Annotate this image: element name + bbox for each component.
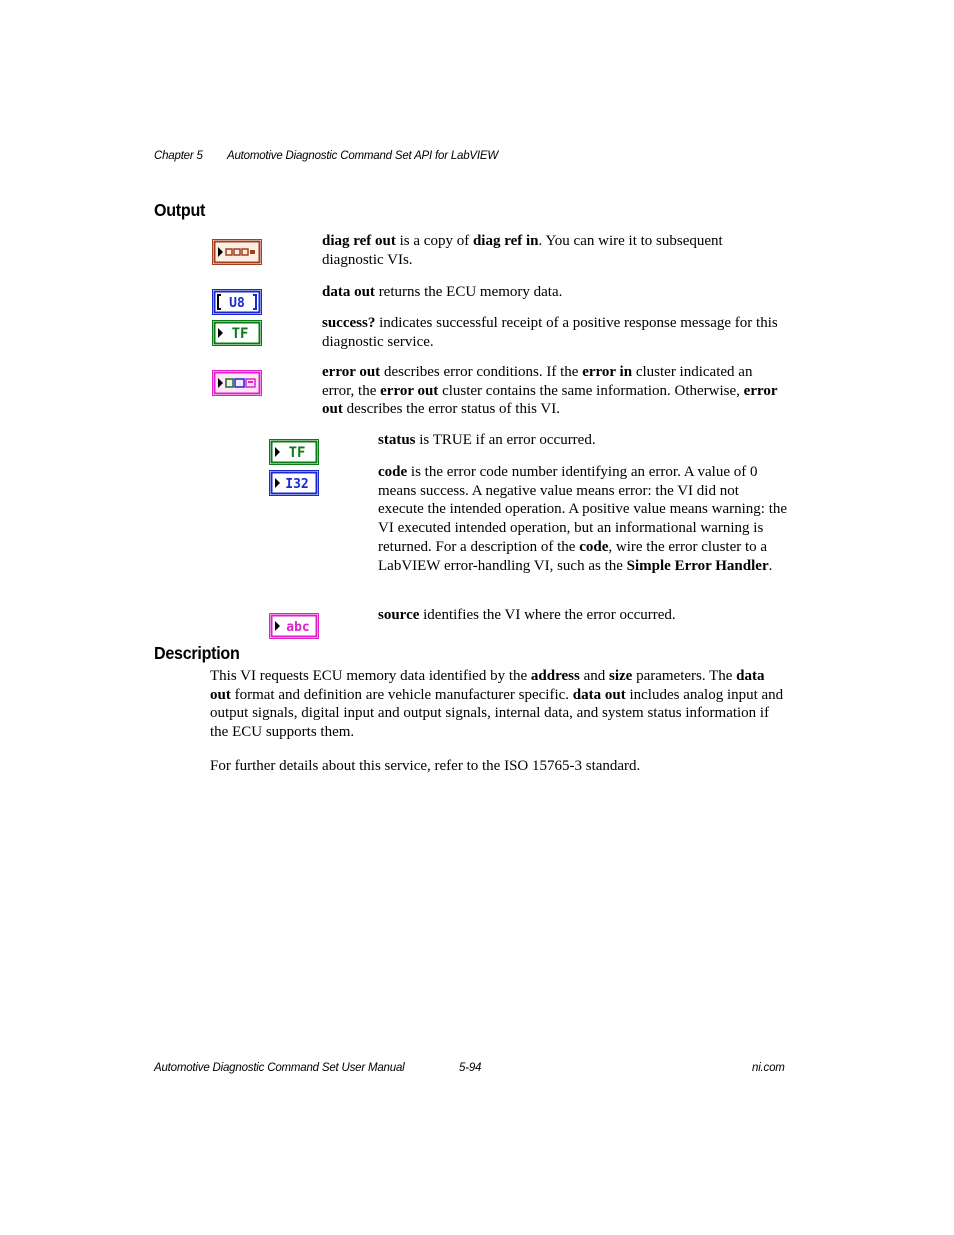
footer-site-link: ni.com xyxy=(752,1062,785,1074)
status-boolean-icon xyxy=(269,439,319,465)
tf-label: TF xyxy=(288,445,306,461)
i32-label: I32 xyxy=(285,477,309,492)
i32-numeric-icon xyxy=(269,470,319,496)
abc-label: abc xyxy=(286,620,310,635)
term-code: code xyxy=(378,464,408,480)
tf-label: TF xyxy=(231,326,249,342)
error-out-description: error out describes error conditions. If the error in cluster indicated an error, the error out cluster contains the same information. Otherwise, error out describes the error status of this VI. xyxy=(322,364,778,418)
description-paragraph-1: This VI requests ECU memory data identified by the address and size parameters. The data out format and definition are vehicle manufacturer specific. data out includes analog input and output signals, digital input and output signals, internal data, and system status information if the ECU supports them. xyxy=(210,668,784,741)
u8-array-icon xyxy=(212,289,262,315)
source-description: source identifies the VI where the error occurred. xyxy=(378,607,676,623)
success-description: success? indicates successful receipt of a positive response message for this diagnostic service. xyxy=(322,315,778,350)
term-size: size xyxy=(608,668,633,684)
description-paragraph-2: For further details about this service, refer to the ISO 15765-3 standard. xyxy=(210,758,641,774)
output-heading: Output xyxy=(154,200,206,220)
description-heading: Description xyxy=(154,643,240,663)
term-diag-ref-in: diag ref in xyxy=(472,233,539,249)
term-address: address xyxy=(530,668,580,684)
diag-ref-out-description: diag ref out is a copy of diag ref in. You can wire it to subsequent diagnostic VIs. xyxy=(322,233,723,268)
string-abc-icon xyxy=(269,613,319,639)
footer-page-number: 5-94 xyxy=(459,1062,482,1074)
term-status: status xyxy=(378,432,416,448)
term-error-in: error in xyxy=(582,364,633,380)
term-data-out: data out xyxy=(322,284,375,300)
error-cluster-icon xyxy=(212,370,262,396)
term-source: source xyxy=(378,607,420,623)
term-success: success? xyxy=(322,315,376,331)
header-chapter: Chapter 5 xyxy=(154,150,203,162)
term-error-out: error out xyxy=(322,364,381,380)
cluster-refnum-icon xyxy=(212,239,262,265)
u8-label: U8 xyxy=(229,296,245,311)
status-description: status is TRUE if an error occurred. xyxy=(378,432,596,448)
code-description: code is the error code number identifying an error. A value of 0 means success. A negative value means error: the VI did not execute the intended operation. A positive value means warning: the VI executed intended operation, but an informational warning is returned. For a description of the code, wire the error cluster to a LabVIEW error-handling VI, such as the Simple Error Handler. xyxy=(378,464,788,574)
boolean-tf-icon xyxy=(212,320,262,346)
term-diag-ref-out: diag ref out xyxy=(322,233,396,249)
term-simple-error-handler: Simple Error Handler xyxy=(626,557,769,574)
header-title: Automotive Diagnostic Command Set API for LabVIEW xyxy=(227,150,499,162)
footer-manual-title: Automotive Diagnostic Command Set User Manual xyxy=(154,1062,405,1074)
data-out-description: data out returns the ECU memory data. xyxy=(322,284,563,300)
